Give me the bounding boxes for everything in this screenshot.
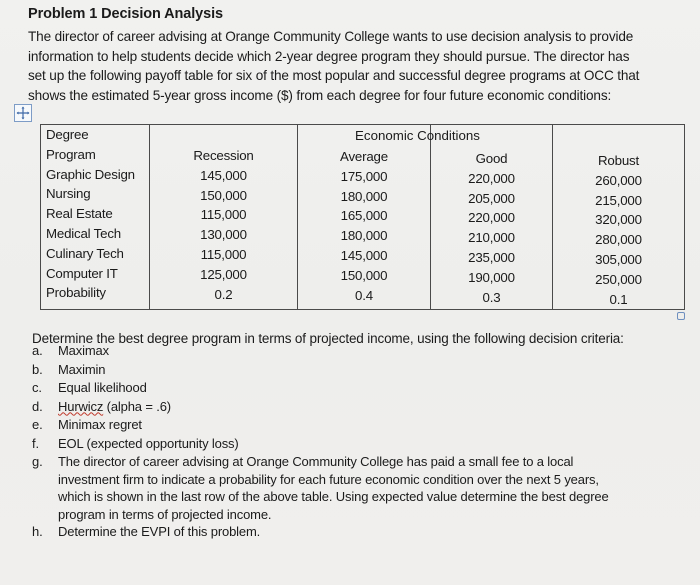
- list-item: [32, 453, 692, 523]
- payoff-cell: 190,000: [468, 269, 515, 285]
- problem-intro: [28, 27, 692, 105]
- payoff-cell: 205,000: [468, 190, 515, 206]
- intro-line: set up the following payoff table for six of the most popular and successful degree programs at OCC that: [28, 68, 640, 83]
- item-letter: e.: [32, 417, 43, 432]
- payoff-cell: 145,000: [340, 247, 388, 263]
- payoff-cell: 115,000: [200, 207, 247, 223]
- program-name: Medical Tech: [46, 225, 121, 241]
- item-text: [58, 453, 692, 523]
- list-item: [32, 416, 692, 435]
- payoff-cell: 180,000: [340, 188, 388, 204]
- intro-line: shows the estimated 5-year gross income ($) from each degree for four future economic conditions:: [28, 87, 612, 103]
- item-text-rest: (alpha = .6): [103, 398, 171, 414]
- payoff-cell: 260,000: [595, 172, 642, 188]
- item-text: Maximax: [58, 343, 109, 358]
- problem-title: Problem 1 Decision Analysis: [28, 6, 224, 22]
- probability-value: 0.1: [609, 291, 628, 307]
- payoff-cell: 320,000: [595, 212, 642, 228]
- payoff-cell: 180,000: [340, 228, 388, 244]
- recession-column: [150, 125, 298, 310]
- item-text: EOL (expected opportunity loss): [58, 435, 239, 451]
- item-letter: f.: [32, 435, 39, 451]
- payoff-cell: 150,000: [200, 187, 247, 203]
- payoff-cell: 220,000: [468, 210, 515, 226]
- payoff-cell: 130,000: [200, 227, 247, 243]
- item-letter: a.: [32, 343, 43, 358]
- probability-value: 0.3: [482, 289, 501, 305]
- payoff-cell: 175,000: [340, 168, 388, 184]
- item-text: Equal likelihood: [58, 380, 147, 395]
- payoff-cell: 220,000: [468, 170, 515, 186]
- table-move-handle-icon[interactable]: [14, 104, 32, 122]
- probability-label: Probability: [46, 285, 106, 301]
- condition-header: Robust: [598, 153, 639, 168]
- header-degree: Degree: [46, 127, 89, 142]
- item-letter: b.: [32, 361, 43, 377]
- item-letter: h.: [32, 524, 43, 539]
- criteria-list: [32, 342, 692, 542]
- program-name: Real Estate: [46, 206, 113, 222]
- program-name: Graphic Design: [46, 166, 135, 182]
- question-text: Determine the best degree program in terms of projected income, using the following decision criteria:: [32, 331, 624, 346]
- payoff-cell: 215,000: [595, 192, 642, 208]
- misspelled-word[interactable]: Hurwicz: [58, 398, 104, 414]
- list-item: [32, 523, 692, 542]
- payoff-cell: 125,000: [200, 266, 247, 282]
- item-text-line: The director of career advising at Orange Community College has paid a small fee to a local: [58, 454, 574, 469]
- list-item: [32, 398, 692, 417]
- robust-column: [553, 125, 685, 310]
- item-letter: g.: [32, 454, 43, 469]
- payoff-cell: 235,000: [468, 249, 515, 265]
- item-text: Determine the EVPI of this problem.: [58, 524, 261, 539]
- list-item: [32, 379, 692, 398]
- payoff-cell: 250,000: [595, 271, 642, 287]
- intro-line: information to help students decide which 2-year degree program they should pursue. The director has: [28, 48, 630, 64]
- good-column: [431, 125, 553, 310]
- intro-line: The director of career advising at Orange Community College wants to use decision analysis to provide: [28, 29, 634, 44]
- economic-conditions-header: Economic Conditions: [355, 128, 480, 143]
- payoff-cell: 280,000: [595, 232, 642, 248]
- probability-value: 0.2: [214, 286, 233, 302]
- item-text: Maximin: [58, 361, 106, 377]
- item-text: [58, 398, 692, 417]
- list-item: [32, 435, 692, 454]
- program-name: Nursing: [46, 186, 91, 202]
- item-text-line: program in terms of projected income.: [58, 506, 272, 522]
- program-column: [41, 125, 150, 310]
- payoff-cell: 210,000: [468, 230, 515, 246]
- item-text-line: which is shown in the last row of the above table. Using expected value determine the best degree: [58, 489, 609, 504]
- probability-value: 0.4: [355, 287, 373, 303]
- payoff-cell: 165,000: [340, 208, 388, 224]
- average-column: [298, 125, 431, 310]
- item-text: Minimax regret: [58, 417, 142, 432]
- resize-handle[interactable]: [677, 312, 685, 320]
- payoff-cell: 150,000: [340, 267, 388, 283]
- item-letter: d.: [32, 398, 43, 414]
- payoff-cell: 115,000: [200, 246, 247, 262]
- item-letter: c.: [32, 380, 42, 395]
- condition-header: Recession: [193, 148, 254, 163]
- list-item: [32, 342, 692, 361]
- payoff-table: [40, 124, 685, 310]
- list-item: [32, 361, 692, 380]
- condition-header: Good: [475, 151, 508, 166]
- condition-header: Average: [340, 149, 388, 164]
- item-text-line: investment firm to indicate a probability for each future economic condition over the next 5 years,: [58, 471, 599, 487]
- program-name: Culinary Tech: [46, 245, 124, 261]
- payoff-cell: 145,000: [200, 167, 247, 183]
- header-program: Program: [46, 146, 96, 162]
- program-name: Computer IT: [46, 265, 118, 281]
- payoff-cell: 305,000: [595, 251, 642, 267]
